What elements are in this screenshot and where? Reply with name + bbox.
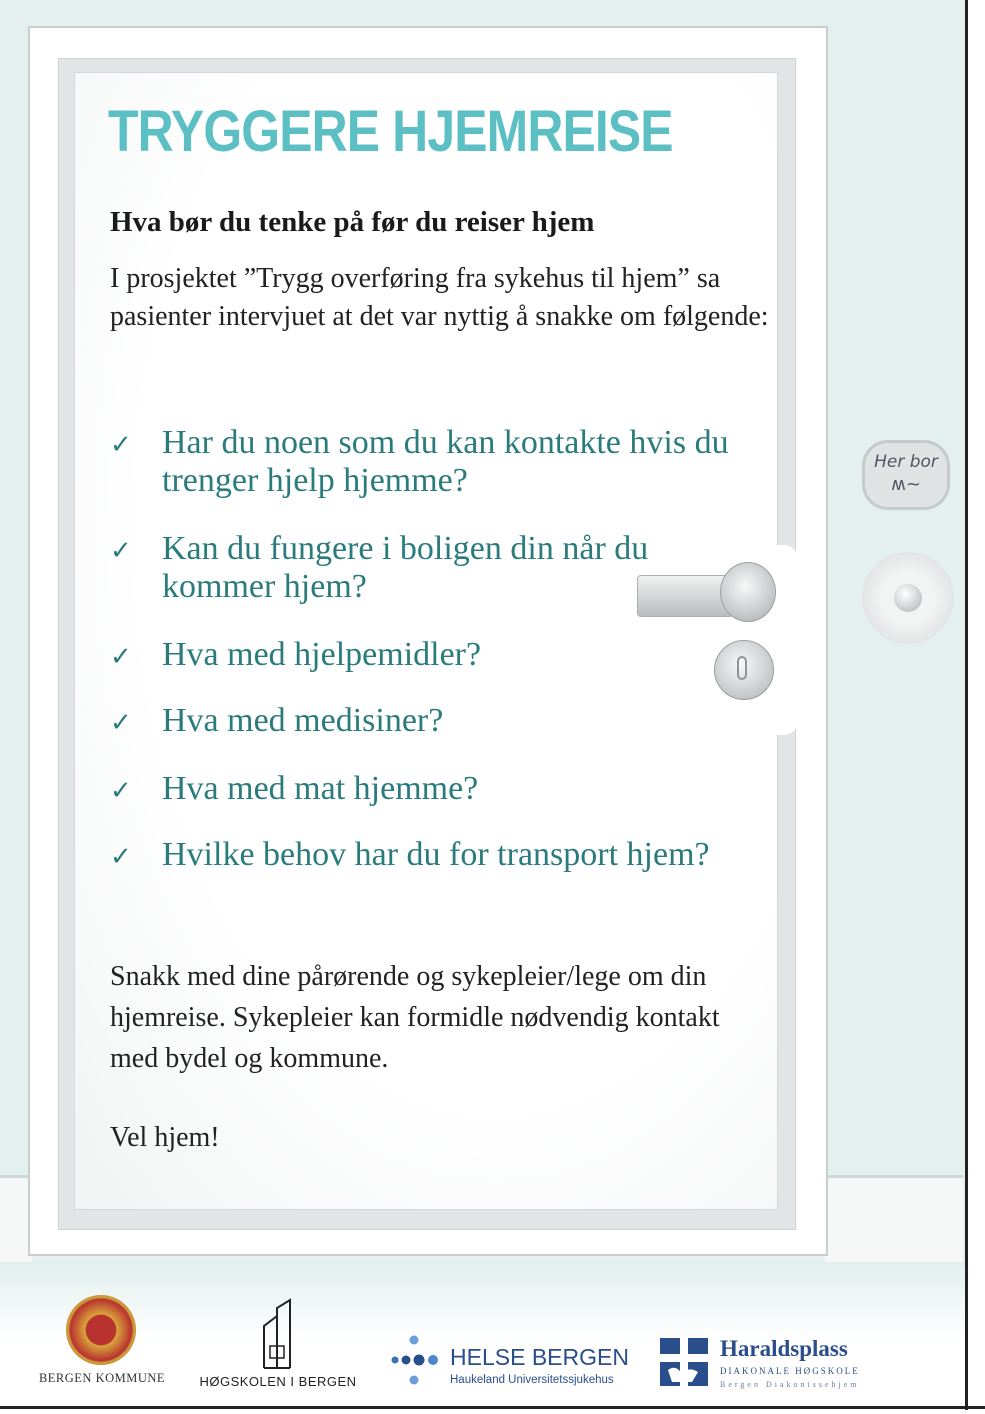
door-edge-plate <box>770 545 798 735</box>
haraldsplass-subtitle: DIAKONALE HØGSKOLE <box>720 1366 860 1376</box>
doorbell-button-icon <box>894 584 922 612</box>
checklist-item-text: Kan du fungere i boligen din når du kommer hjem? <box>162 530 649 605</box>
checkmark-icon: ✓ <box>110 430 132 460</box>
haraldsplass-logo <box>658 1336 868 1392</box>
door-handle-rosette-icon <box>720 562 776 622</box>
keyhole-icon <box>737 656 747 680</box>
checkmark-icon: ✓ <box>110 842 132 872</box>
nameplate-signature: ʍ~ <box>891 474 921 495</box>
checklist-item-text: Hva med hjelpemidler? <box>162 636 482 673</box>
baseboard-right <box>825 1175 963 1268</box>
checkmark-icon: ✓ <box>110 708 132 738</box>
subheading: Hva bør du tenke på før du reiser hjem <box>110 206 595 238</box>
bergen-kommune-name: BERGEN KOMMUNE <box>38 1371 166 1385</box>
checklist-item-text: Hva med mat hjemme? <box>162 770 479 807</box>
checklist-item <box>110 636 750 702</box>
hogskolen-name: HØGSKOLEN I BERGEN <box>199 1374 357 1389</box>
right-border-line <box>965 0 968 1410</box>
bottom-border-line <box>0 1406 985 1409</box>
nameplate <box>862 440 950 510</box>
haraldsplass-name: Haraldsplass <box>720 1336 848 1361</box>
haraldsplass-cross-icon <box>658 1336 710 1388</box>
checkmark-icon: ✓ <box>110 642 132 672</box>
checklist <box>110 424 750 916</box>
intro-paragraph: I prosjektet ”Trygg overføring fra sykehus til hjem” sa pasienter intervjuet at det var nyttig å snakke om følgende: <box>110 263 769 332</box>
helse-bergen-subtitle: Haukeland Universitetssjukehus <box>450 1374 614 1386</box>
checklist-item <box>110 702 750 770</box>
bergen-seal-icon <box>66 1295 136 1365</box>
bergen-kommune-logo <box>36 1295 168 1391</box>
checklist-item-text: Har du noen som du kan kontakte hvis du trenger hjelp hjemme? <box>162 424 729 499</box>
checklist-item <box>110 424 750 530</box>
checklist-item <box>110 770 750 836</box>
checkmark-icon: ✓ <box>110 776 132 806</box>
closing-paragraph: Snakk med dine pårørende og sykepleier/lege om din hjemreise. Sykepleier kan formidle nødvendig kontakt med bydel og kommune. <box>110 961 720 1074</box>
helse-dots-icon <box>388 1334 440 1386</box>
nameplate-label: Her bor <box>874 452 938 472</box>
checklist-item-text: Hvilke behov har du for transport hjem? <box>162 836 710 873</box>
checkmark-icon: ✓ <box>110 536 132 566</box>
haraldsplass-subtitle-2: Bergen Diakonissehjem <box>720 1380 860 1389</box>
checklist-item <box>110 836 750 916</box>
farewell-text: Vel hjem! <box>110 1122 220 1153</box>
hogskolen-logo <box>192 1298 364 1392</box>
helse-bergen-name: HELSE BERGEN <box>450 1344 629 1370</box>
page-title: TRYGGERE HJEMREISE <box>108 99 673 164</box>
helse-bergen-logo <box>388 1334 629 1390</box>
hogskolen-mark-icon <box>262 1298 292 1370</box>
checklist-item-text: Hva med medisiner? <box>162 702 444 739</box>
